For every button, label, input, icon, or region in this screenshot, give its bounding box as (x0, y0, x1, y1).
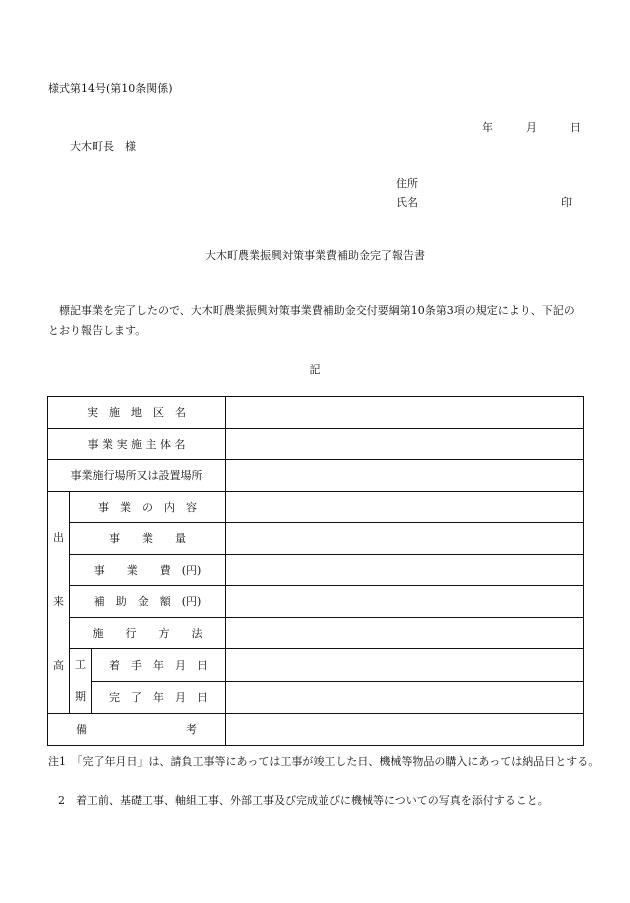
body-text: 標記事業を完了したので、大木町農業振興対策事業費補助金交付要綱第10条第3項の規定により、下記のとおり報告します。 (48, 304, 575, 337)
completion-char-1: 出 (53, 531, 64, 545)
completion-group-label (48, 491, 70, 714)
start-date-label: 着 手 年 月 日 (92, 649, 226, 682)
address-label: 住所 (396, 177, 418, 190)
name-label: 氏名 (396, 196, 418, 209)
table-row (48, 491, 584, 523)
project-cost-value[interactable] (226, 554, 584, 586)
ki-label: 記 (309, 363, 321, 376)
table-row (48, 617, 584, 649)
document-title: 大木町農業振興対策事業費補助金完了報告書 (205, 249, 425, 262)
period-char-2: 期 (75, 690, 86, 703)
construction-method-value[interactable] (226, 617, 584, 649)
form-number: 様式第14号(第10条関係) (48, 82, 173, 95)
table-row (48, 554, 584, 586)
report-table (47, 396, 584, 746)
construction-site-value[interactable] (226, 460, 584, 492)
remarks-value[interactable] (226, 714, 584, 746)
date-day: 日 (570, 121, 581, 134)
completion-date-label: 完 了 年 月 日 (92, 681, 226, 714)
remarks-label: 備 考 (48, 714, 226, 746)
project-cost-label: 事 業 費 (円) (70, 554, 226, 586)
implementing-entity-label: 事 業 実 施 主 体 名 (48, 428, 226, 460)
completion-char-2: 来 (53, 595, 64, 609)
completion-date-value[interactable] (226, 681, 584, 714)
table-row (48, 714, 584, 746)
construction-method-label: 施 行 方 法 (70, 617, 226, 649)
table-row (48, 523, 584, 555)
date-month: 月 (526, 121, 537, 134)
completion-char-3: 高 (53, 659, 64, 673)
period-char-1: 工 (75, 658, 86, 671)
implementation-area-label: 実 施 地 区 名 (48, 397, 226, 429)
project-content-label: 事 業 の 内 容 (70, 491, 226, 523)
implementation-area-value[interactable] (226, 397, 584, 429)
table-row (48, 397, 584, 429)
note-1: 注1 「完了年月日」は、請負工事等にあっては工事が竣工した日、機械等物品の購入にあっては納品日とする。 (48, 755, 600, 768)
project-volume-value[interactable] (226, 523, 584, 555)
subsidy-amount-value[interactable] (226, 586, 584, 618)
addressee: 大木町長 様 (70, 140, 136, 153)
table-row (48, 460, 584, 492)
table-row (48, 428, 584, 460)
implementing-entity-value[interactable] (226, 428, 584, 460)
start-date-value[interactable] (226, 649, 584, 682)
table-row (48, 649, 584, 682)
project-volume-label: 事 業 量 (70, 523, 226, 555)
date-line (482, 119, 581, 135)
table-row (48, 681, 584, 714)
subsidy-amount-label: 補 助 金 額 (円) (70, 586, 226, 618)
project-content-value[interactable] (226, 491, 584, 523)
seal-label: 印 (561, 196, 572, 209)
date-year: 年 (482, 121, 493, 134)
construction-site-label: 事業施行場所又は設置場所 (48, 460, 226, 492)
note-2: 2 着工前、基礎工事、軸組工事、外部工事及び完成並びに機械等についての写真を添付すること。 (58, 794, 549, 807)
period-group-label (70, 649, 92, 714)
table-row (48, 586, 584, 618)
